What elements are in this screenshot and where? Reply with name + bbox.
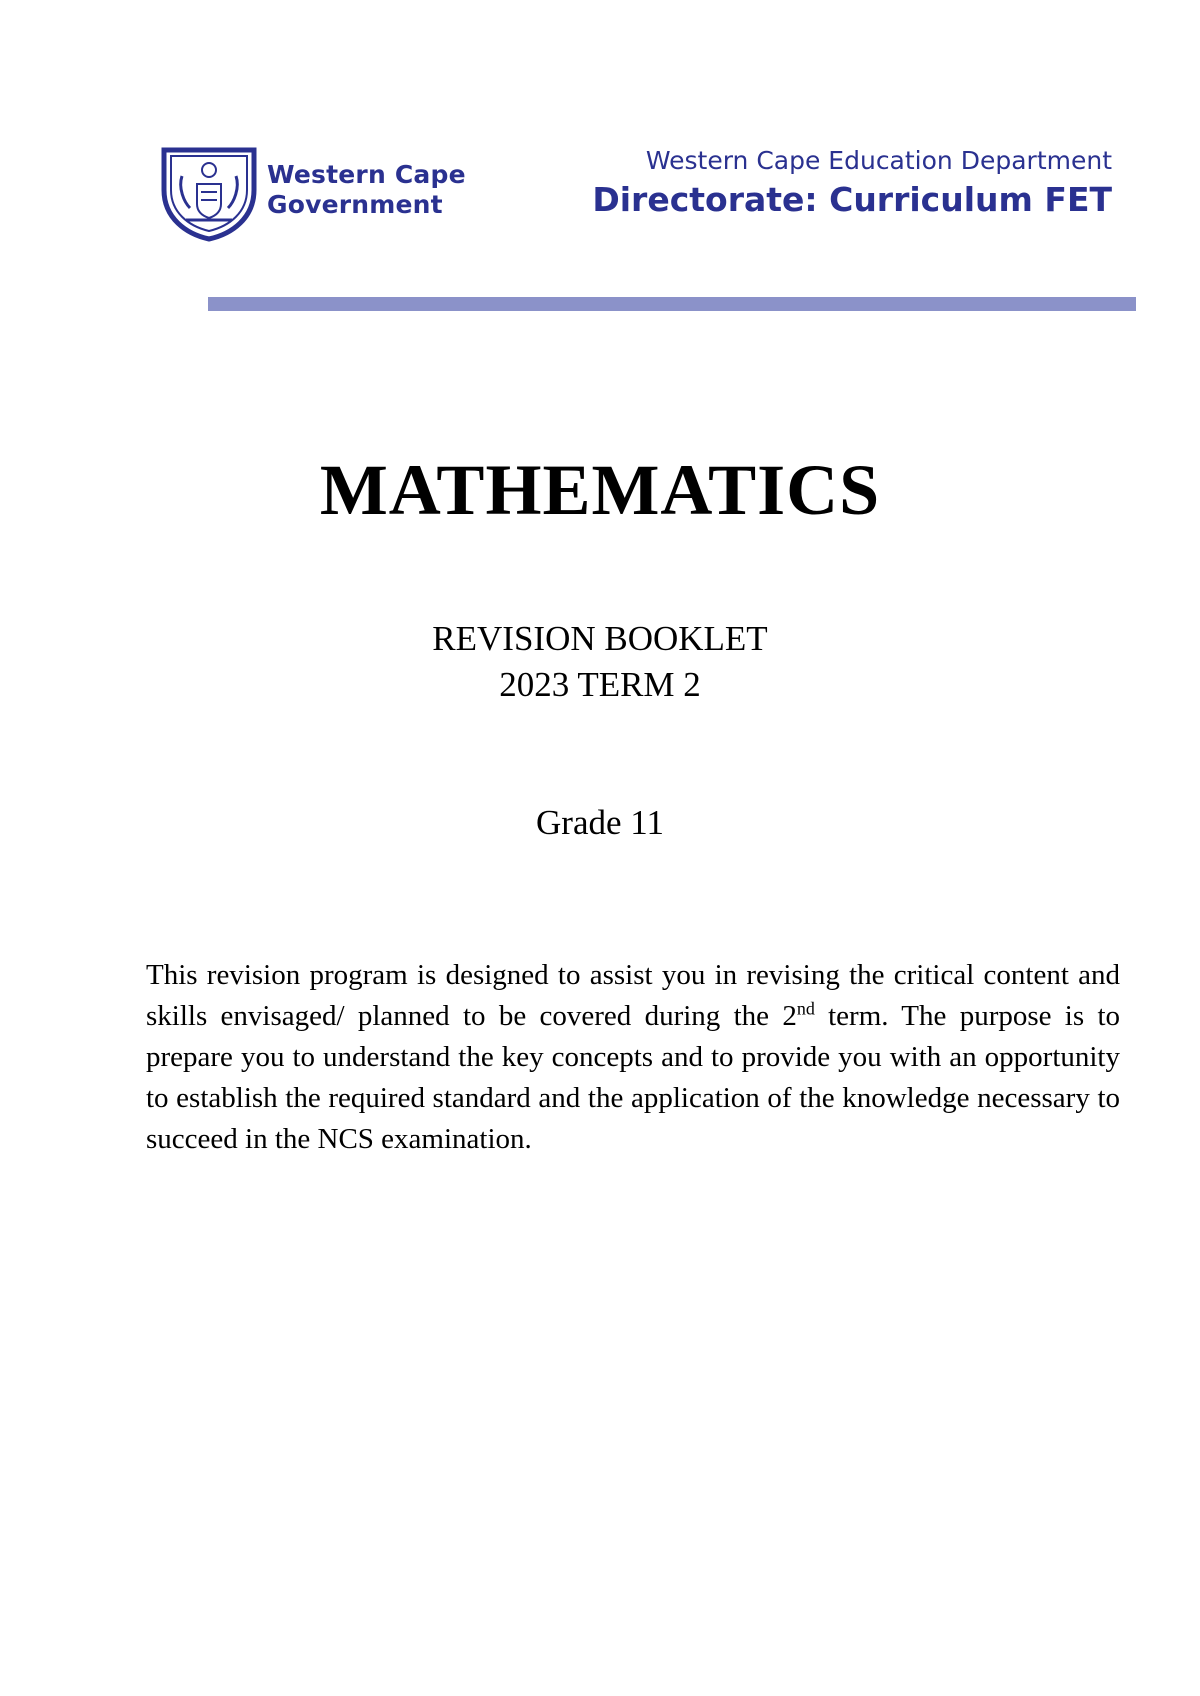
logo-wordmark [267, 160, 466, 220]
coat-of-arms-icon [160, 146, 258, 242]
intro-text-start: This revision program is designed to assist you in revising the critical content and skills envisaged/ planned to be covered during the 2 [146, 959, 1120, 1032]
intro-paragraph [146, 955, 1120, 1160]
western-cape-government-logo [160, 146, 480, 242]
page-title: MATHEMATICS [319, 450, 881, 530]
header-divider [208, 297, 1136, 311]
ordinal-suffix: nd [796, 998, 815, 1019]
department-heading [592, 146, 1112, 224]
logo-line-2: Government [267, 190, 443, 219]
booklet-label: REVISION BOOKLET [432, 619, 768, 658]
logo-line-1: Western Cape [267, 160, 466, 189]
department-name: Western Cape Education Department [645, 146, 1112, 175]
grade-label: Grade 11 [536, 803, 664, 842]
directorate-name: Directorate: Curriculum FET [592, 180, 1112, 219]
term-label: 2023 TERM 2 [499, 665, 701, 704]
intro-text-end: term. The purpose is to prepare you to understand the key concepts and to provide you with an opportunity to establish the required standard and the application of the knowledge necessary to succeed in the NCS examination. [146, 1000, 1121, 1155]
